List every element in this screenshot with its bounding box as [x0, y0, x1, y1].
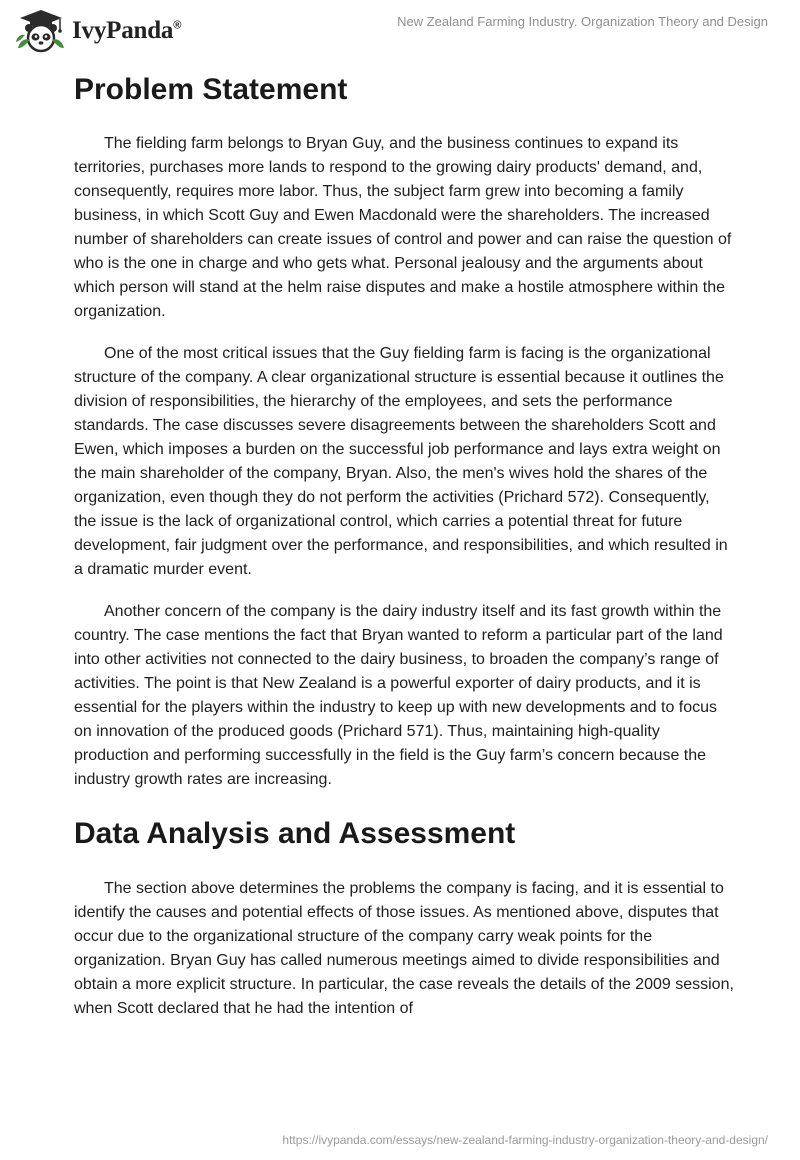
paragraph: One of the most critical issues that the Guy fielding farm is facing is the organizational structure of the company. A clear organizational structure is essential because it outlines the division of responsibilities, the hierarchy of the employees, and sets the performance standards. The case discusses severe disagreements between the shareholders Scott and Ewen, which imposes a burden on the successful job performance and lays extra weight on the main shareholder of the company, Bryan. Also, the men's wives hold the shares of the organization, even though they do not perform the activities (Prichard 572). Consequently, the issue is the lack of organizational control, which carries a potential threat for future development, fair judgment over the performance, and responsibilities, and which resulted in a dramatic murder event. [74, 345, 728, 578]
brand-name: IvyPanda® [72, 17, 182, 44]
source-url[interactable]: https://ivypanda.com/essays/new-zealand-farming-industry-organization-theory-and-design/ [282, 1133, 768, 1147]
paragraph: The section above determines the problems the company is facing, and it is essential to identify the causes and potential effects of those issues. As mentioned above, disputes that occur due to the organizational structure of the company carry weak points for the organization. Bryan Guy has called numerous meetings aimed to divide responsibilities and obtain a more explicit structure. In particular, the case reveals the details of the 2009 session, when Scott declared that he had the intention of [74, 880, 734, 1017]
section-heading-problem-statement: Problem Statement [74, 73, 348, 106]
panda-graduate-icon [14, 8, 68, 54]
registered-mark: ® [173, 19, 182, 32]
page-header [0, 0, 800, 60]
site-logo[interactable] [14, 8, 181, 54]
section-heading-data-analysis: Data Analysis and Assessment [74, 817, 516, 850]
paragraph: The fielding farm belongs to Bryan Guy, and the business continues to expand its territories, purchases more lands to respond to the growing dairy products' demand, and, consequently, requires more labor. Thus, the subject farm grew into becoming a family business, in which Scott Guy and Ewen Macdonald were the shareholders. The increased number of shareholders can create issues of control and power and can raise the question of who is the one in charge and who gets what. Personal jealousy and the arguments about which person will stand at the helm raise disputes and make a hostile atmosphere within the organization. [74, 135, 732, 320]
essay-content [74, 70, 734, 1039]
paragraph: Another concern of the company is the dairy industry itself and its fast growth within the country. The case mentions the fact that Bryan wanted to reform a particular part of the land into other activities not connected to the dairy business, to broaden the company’s range of activities. The point is that New Zealand is a powerful exporter of dairy products, and it is essential for the players within the industry to keep up with new developments and to focus on innovation of the produced goods (Prichard 571). Thus, maintaining high-quality production and performing successfully in the field is the Guy farm’s concern because the industry growth rates are increasing. [74, 603, 723, 788]
document-running-title: New Zealand Farming Industry. Organization Theory and Design [397, 14, 768, 29]
